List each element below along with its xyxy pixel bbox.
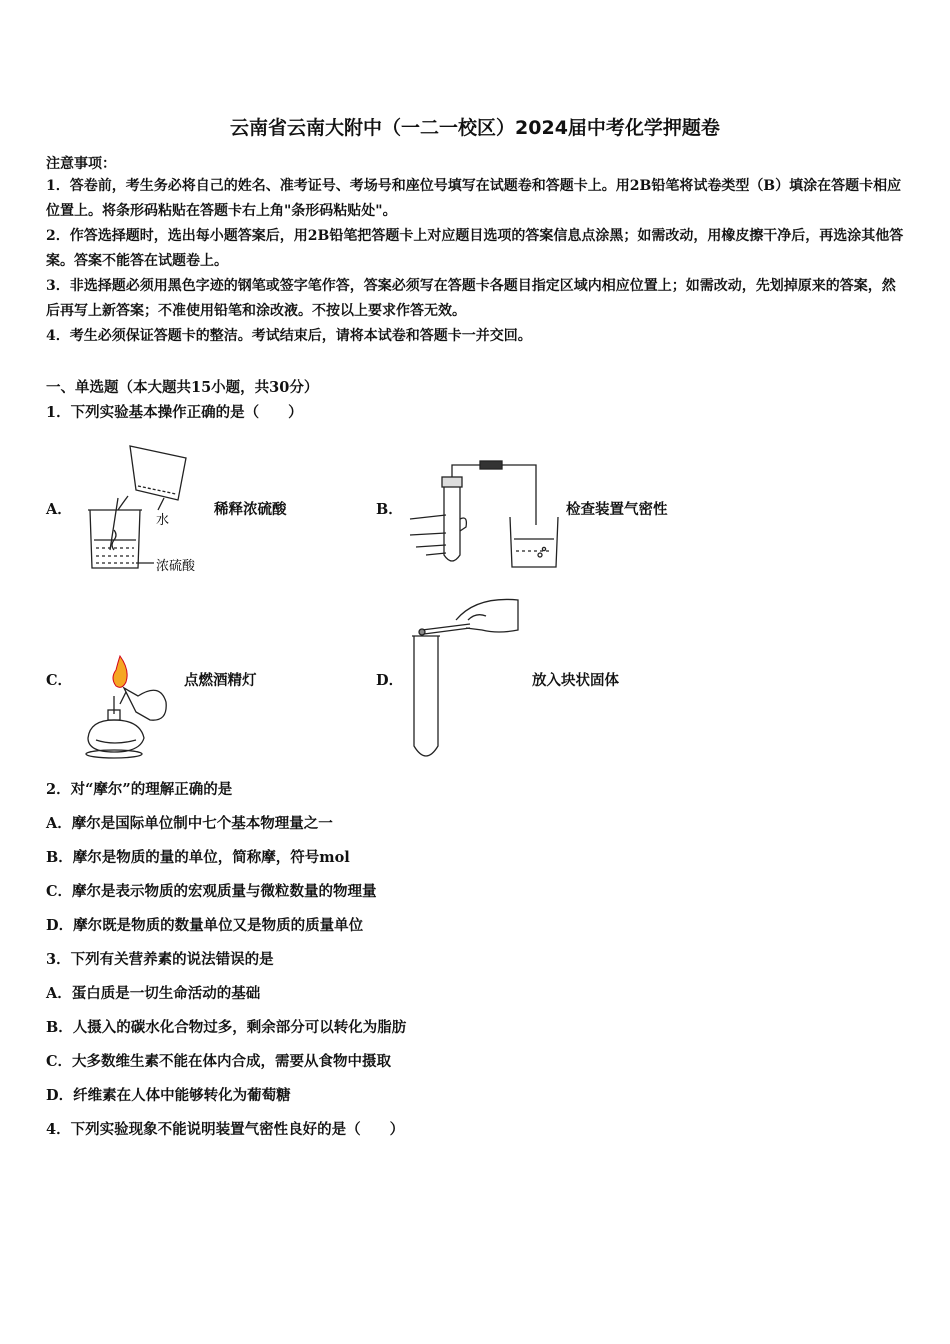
note-item: 4．考生必须保证答题卡的整洁。考试结束后，请将本试卷和答题卡一并交回。	[46, 328, 532, 344]
q1-option-d-caption: 放入块状固体	[532, 672, 619, 689]
q3-option-a[interactable]: A．蛋白质是一切生命活动的基础	[46, 985, 261, 1002]
question-1-stem: 1．下列实验基本操作正确的是（ ）	[46, 404, 303, 421]
note-item: 1．答卷前，考生务必将自己的姓名、准考证号、考场号和座位号填写在试题卷和答题卡上。用2B铅笔将试卷类型（B）填涂在答题卡相应位置上。将条形码粘贴在答题卡右上角"条形码粘贴处"。	[46, 178, 902, 219]
q2-option-b[interactable]: B．摩尔是物质的量的单位，简称摩，符号mol	[46, 849, 350, 866]
q1-option-c-caption: 点燃酒精灯	[184, 672, 257, 689]
q2-option-c[interactable]: C．摩尔是表示物质的宏观质量与微粒数量的物理量	[46, 883, 377, 900]
notes-heading: 注意事项：	[46, 156, 116, 172]
q3-option-b[interactable]: B．人摄入的碳水化合物过多，剩余部分可以转化为脂肪	[46, 1019, 407, 1036]
page-title: 云南省云南大附中（一二一校区）2024届中考化学押题卷	[230, 117, 720, 139]
note-item: 2．作答选择题时，选出每小题答案后，用2B铅笔把答题卡上对应题目选项的答案信息点涂黑；如需改动，用橡皮擦干净后，再选涂其他答案。答案不能答在试题卷上。	[46, 228, 904, 269]
q3-option-d[interactable]: D．纤维素在人体中能够转化为葡萄糖	[46, 1087, 291, 1104]
solid-into-tube-figure	[406, 590, 524, 760]
q1-option-c-letter[interactable]: C．	[46, 672, 73, 689]
fig-label-water: 水	[156, 513, 170, 528]
airtightness-figure	[406, 455, 561, 575]
alcohol-lamp-figure	[80, 652, 175, 760]
q1-option-b-letter[interactable]: B．	[376, 501, 403, 518]
q1-option-d-letter[interactable]: D．	[376, 672, 404, 689]
question-2-stem: 2．对“摩尔”的理解正确的是	[46, 781, 233, 798]
q1-option-b-caption: 检查装置气密性	[566, 501, 668, 518]
question-3-stem: 3．下列有关营养素的说法错误的是	[46, 951, 274, 968]
question-4-stem: 4．下列实验现象不能说明装置气密性良好的是（ ）	[46, 1121, 405, 1138]
q3-option-c[interactable]: C．大多数维生素不能在体内合成，需要从食物中摄取	[46, 1053, 392, 1070]
section-heading: 一、单选题（本大题共15小题，共30分）	[46, 379, 319, 396]
fig-label-conc-acid: 浓硫酸	[156, 559, 196, 574]
q1-option-a-letter[interactable]: A．	[46, 501, 72, 518]
q2-option-d[interactable]: D．摩尔既是物质的数量单位又是物质的质量单位	[46, 917, 364, 934]
note-item: 3．非选择题必须用黑色字迹的钢笔或签字笔作答，答案必须写在答题卡各题目指定区域内相应位置上；如需改动，先划掉原来的答案，然后再写上新答案；不准使用铅笔和涂改液。不按以上要求作答无效。	[46, 278, 896, 319]
q1-option-a-caption: 稀释浓硫酸	[214, 501, 287, 518]
dilute-acid-figure	[78, 438, 213, 578]
q2-option-a[interactable]: A．摩尔是国际单位制中七个基本物理量之一	[46, 815, 333, 832]
